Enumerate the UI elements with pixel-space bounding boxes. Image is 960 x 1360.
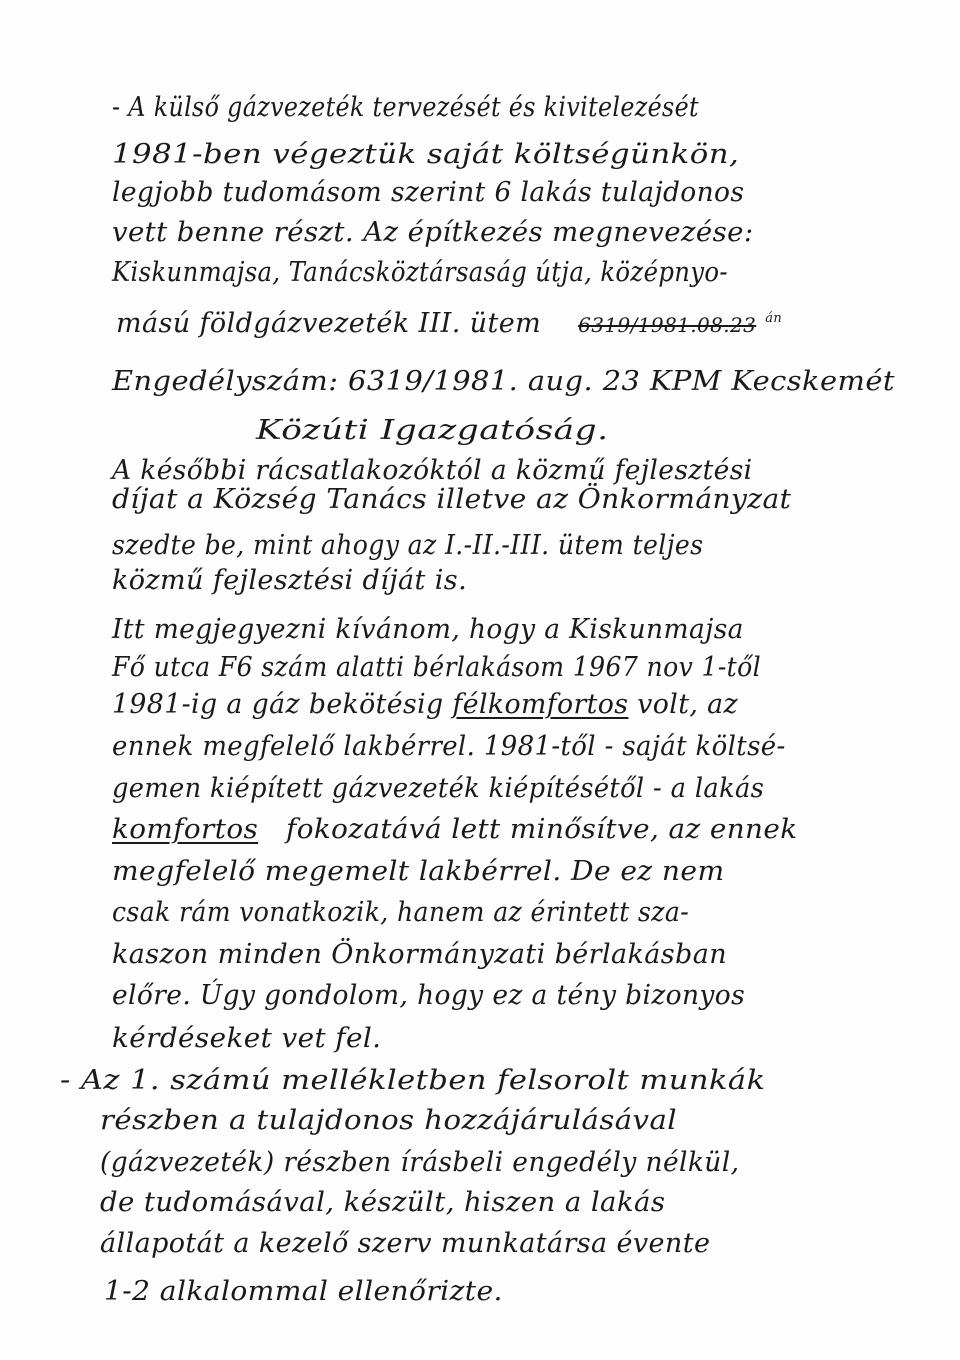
text-line-19: megfelelő megemelt lakbérrel. De ez nem <box>112 856 725 887</box>
text-line-21: kaszon minden Önkormányzati bérlakásban <box>112 939 727 970</box>
underlined-word-felkomfortos: félkomfortos <box>452 689 629 720</box>
text-line-6 <box>116 297 782 341</box>
text-line-14: Fő utca F6 szám alatti bérlakásom 1967 nov 1-től <box>112 652 762 683</box>
text-line-4: vett benne részt. Az építkezés megnevezése: <box>112 217 754 248</box>
struck-permit-date: 6319/1981.08.23 <box>578 313 757 337</box>
text-line-25: részben a tulajdonos hozzájárulásával <box>100 1105 678 1136</box>
text-line-13: Itt megjegyezni kívánom, hogy a Kiskunmajsa <box>112 614 744 645</box>
text-line-16: ennek megfelelő lakbérrel. 1981-től - saját költsé- <box>112 731 786 762</box>
text-line-10: díjat a Község Tanács illetve az Önkormányzat <box>112 484 792 515</box>
text-line-12: közmű fejlesztési díját is. <box>112 565 468 596</box>
text-line-5: Kiskunmajsa, Tanácsköztársaság útja, középnyo- <box>112 257 728 288</box>
text-line-26: (gázvezeték) részben írásbeli engedély nélkül, <box>100 1147 740 1178</box>
text-line-22: előre. Úgy gondolom, hogy ez a tény bizonyos <box>112 980 746 1011</box>
text-line-23: kérdéseket vet fel. <box>112 1023 382 1054</box>
text-line-20: csak rám vonatkozik, hanem az érintett sza- <box>112 897 690 928</box>
text-line-6-main: mású földgázvezeték III. ütem <box>116 308 542 339</box>
text-line-11: szedte be, mint ahogy az I.-II.-III. ütem teljes <box>112 530 704 561</box>
text-line-18-main: fokozatává lett minősítve, az ennek <box>285 814 798 845</box>
text-line-9: A későbbi rácsatlakozóktól a közmű fejlesztési <box>112 455 753 486</box>
text-line-2: 1981-ben végeztük saját költségünkön, <box>112 139 740 170</box>
text-line-28: állapotát a kezelő szerv munkatársa évente <box>100 1228 711 1259</box>
text-line-29: 1-2 alkalommal ellenőrizte. <box>104 1276 503 1307</box>
text-line-3: legjobb tudomásom szerint 6 lakás tulajdonos <box>112 177 745 208</box>
text-line-15-main: 1981-ig a gáz bekötésig <box>112 689 444 720</box>
text-line-1: - A külső gázvezeték tervezését és kivitelezését <box>112 92 699 123</box>
text-line-18 <box>112 808 797 852</box>
text-line-17: gemen kiépített gázvezeték kiépítésétől - a lakás <box>112 773 765 804</box>
text-line-15 <box>112 683 738 727</box>
struck-tail: án <box>765 311 783 326</box>
text-line-24: - Az 1. számú mellékletben felsorolt munkák <box>60 1065 766 1096</box>
text-line-7: Engedélyszám: 6319/1981. aug. 23 KPM Kecskemét <box>112 366 895 397</box>
text-line-15-tail: volt, az <box>637 689 738 720</box>
text-line-27: de tudomásával, készült, hiszen a lakás <box>100 1187 666 1218</box>
underlined-word-komfortos: komfortos <box>112 814 259 845</box>
text-line-8: Közúti Igazgatóság. <box>256 415 609 446</box>
